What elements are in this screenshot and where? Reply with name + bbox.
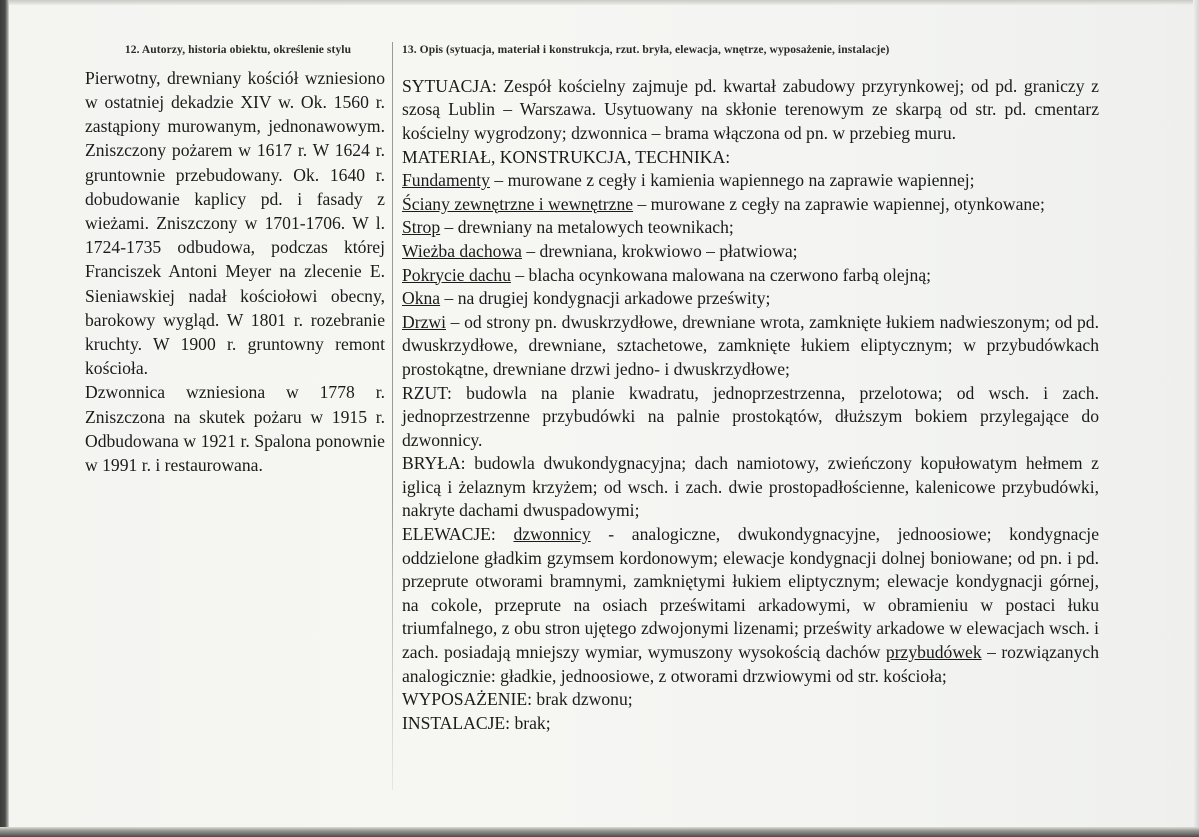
- label-instalacje: INSTALACJE:: [402, 712, 511, 733]
- term-okna: Okna: [402, 288, 441, 309]
- text-okna: – na drugiej kondygnacji arkadowe prześwity;: [440, 288, 771, 309]
- text-bryla: budowla dwukondygnacyjna; dach namiotowy, zwieńczony kopułowatym hełmem z iglicą i żelaznym krzyżem; od wsch. i zach. dwie prostopadłościenne, kalenicowe przybudówki, nakryte dachami dwuspadowymi;: [402, 453, 1099, 521]
- text-strop: – drewniany na metalowych teownikach;: [440, 217, 734, 238]
- block-fundamenty: [402, 169, 1099, 193]
- right-column-heading: 13. Opis (sytuacja, materiał i konstrukcja, rzut. bryła, elewacja, wnętrze, wyposażenie, instalacje): [402, 44, 890, 56]
- block-sytuacja: [402, 75, 1099, 146]
- term-drzwi: Drzwi: [402, 311, 446, 332]
- text-pokrycie-dachu: – blacha ocynkowana malowana na czerwono farbą olejną;: [510, 264, 932, 285]
- term-dzwonnicy: dzwonnicy: [513, 524, 591, 545]
- text-rzut: budowla na planie kwadratu, jednoprzestrzenna, przelotowa; od wsch. i zach. jednoprzestrzenne przybudówki na palnie prostokątów, dłuższym bokiem przylegające do dzwonnicy.: [402, 382, 1099, 450]
- text-elewacje-tail: – rozwiązanych analogicznie: gładkie, jednoosiowe, z otworami drzwiowymi od str. kościoła;: [402, 642, 1100, 686]
- text-sciany: – murowane z cegły na zaprawie wapiennej, otynkowane;: [633, 193, 1045, 214]
- scan-edge-right: [1193, 0, 1199, 837]
- block-drzwi: [402, 311, 1099, 382]
- term-strop: Strop: [402, 217, 441, 238]
- scan-edge-left: [0, 0, 9, 837]
- block-strop: [402, 216, 1099, 240]
- block-instalacje: [402, 712, 1099, 736]
- term-sciany: Ściany zewnętrzne i wewnętrzne: [402, 193, 634, 214]
- scan-edge-bottom: [0, 827, 1199, 837]
- text-fundamenty: – murowane z cegły i kamienia wapiennego na zaprawie wapiennej;: [489, 170, 975, 191]
- left-column: [85, 44, 385, 477]
- label-wyposazenie: WYPOSAŻENIE:: [402, 689, 532, 710]
- term-fundamenty: Fundamenty: [402, 170, 490, 191]
- term-pokrycie-dachu: Pokrycie dachu: [402, 264, 511, 285]
- term-przybudowek: przybudówek: [885, 642, 982, 663]
- block-wyposazenie: [402, 688, 1099, 712]
- text-wyposazenie: brak dzwonu;: [532, 689, 633, 710]
- label-material-konstrukcja-technika: MATERIAŁ, KONSTRUKCJA, TECHNIKA:: [402, 146, 731, 167]
- block-okna: [402, 287, 1099, 311]
- block-wiezba: [402, 240, 1099, 264]
- history-paragraph-2: Dzwonnica wzniesiona w 1778 r. Zniszczona na skutek pożaru w 1915 r. Odbudowana w 1921 r. Spalona ponownie w 1991 r. i restaurowana.: [85, 382, 385, 476]
- block-elewacje: [402, 523, 1099, 688]
- label-elewacje: ELEWACJE:: [402, 524, 496, 545]
- text-wiezba-dachowa: – drewniana, krokwiowo – płatwiowa;: [521, 240, 798, 261]
- block-rzut: [402, 382, 1099, 453]
- label-sytuacja: SYTUACJA:: [402, 75, 497, 96]
- block-sciany: [402, 193, 1099, 217]
- heading-gap: [402, 66, 1099, 75]
- label-rzut: RZUT:: [402, 382, 452, 403]
- scan-edge-top: [0, 0, 1199, 5]
- text-drzwi: – od strony pn. dwuskrzydłowe, drewniane wrota, zamknięte łukiem nadwieszonym; od pd. dwuskrzydłowe, drewniane, sztachetowe, zamknięte łukiem eliptycznym; w przybudówkach prostokątne, drewniane drzwi jedno- i dwuskrzydłowe;: [402, 311, 1099, 379]
- text-elewacje-main: - analogiczne, dwukondygnacyjne, jednoosiowe; kondygnacje oddzielone gładkim gzymsem kordonowym; elewacje kondygnacji dolnej boniowane; od pn. i pd. przeprute otworami bramnymi, zamkniętymi łukiem eliptycznym; elewacje kondygnacji górnej, na cokole, przeprute na osiach prześwitami arkadowymi, w obramieniu w postaci łuku triumfalnego, z obu stron ujętego zdwojonymi lizenami; prześwity arkadowe w elewacjach wsch. i zach. posiadają mniejszy wymiar, wymuszony wysokością dachów: [402, 524, 1099, 663]
- block-material-heading: [402, 146, 1099, 170]
- term-wiezba-dachowa: Wieżba dachowa: [402, 240, 522, 261]
- left-column-body: [85, 66, 385, 477]
- text-elewacje-space: [496, 524, 514, 544]
- right-column-body: [402, 66, 1099, 736]
- text-instalacje: brak;: [510, 712, 551, 733]
- block-pokrycie-dachu: [402, 264, 1099, 288]
- right-column: [402, 44, 1099, 735]
- column-divider: [392, 42, 393, 790]
- label-bryla: BRYŁA:: [402, 453, 466, 474]
- history-paragraph-1: Pierwotny, drewniany kościół wzniesiono w ostatniej dekadzie XIV w. Ok. 1560 r. zastąpiony murowanym, jednonawowym. Zniszczony pożarem w 1617 r. W 1624 r. gruntownie przebudowany. Ok. 1640 r. dobudowanie kaplicy pd. i fasady z wieżami. Zniszczony w 1701-1706. W l. 1724-1735 odbudowa, podczas której Franciszek Antoni Meyer na zlecenie E. Sieniawskiej nadał kościołowi obecny, barokowy wygląd. W 1801 r. rozebranie kruchty. W 1900 r. gruntowny remont kościoła.: [85, 67, 385, 379]
- left-column-heading: 12. Autorzy, historia obiektu, określenie stylu: [124, 44, 352, 56]
- text-sytuacja: Zespół kościelny zajmuje pd. kwartał zabudowy przyrynkowej; od pd. graniczy z szosą Lublin – Warszawa. Usytuowany na skłonie terenowym ze skarpą od str. pd. cmentarz kościelny wygrodzony; dzwonnica – brama włączona od pn. w przebieg muru.: [402, 75, 1099, 143]
- block-bryla: [402, 452, 1099, 523]
